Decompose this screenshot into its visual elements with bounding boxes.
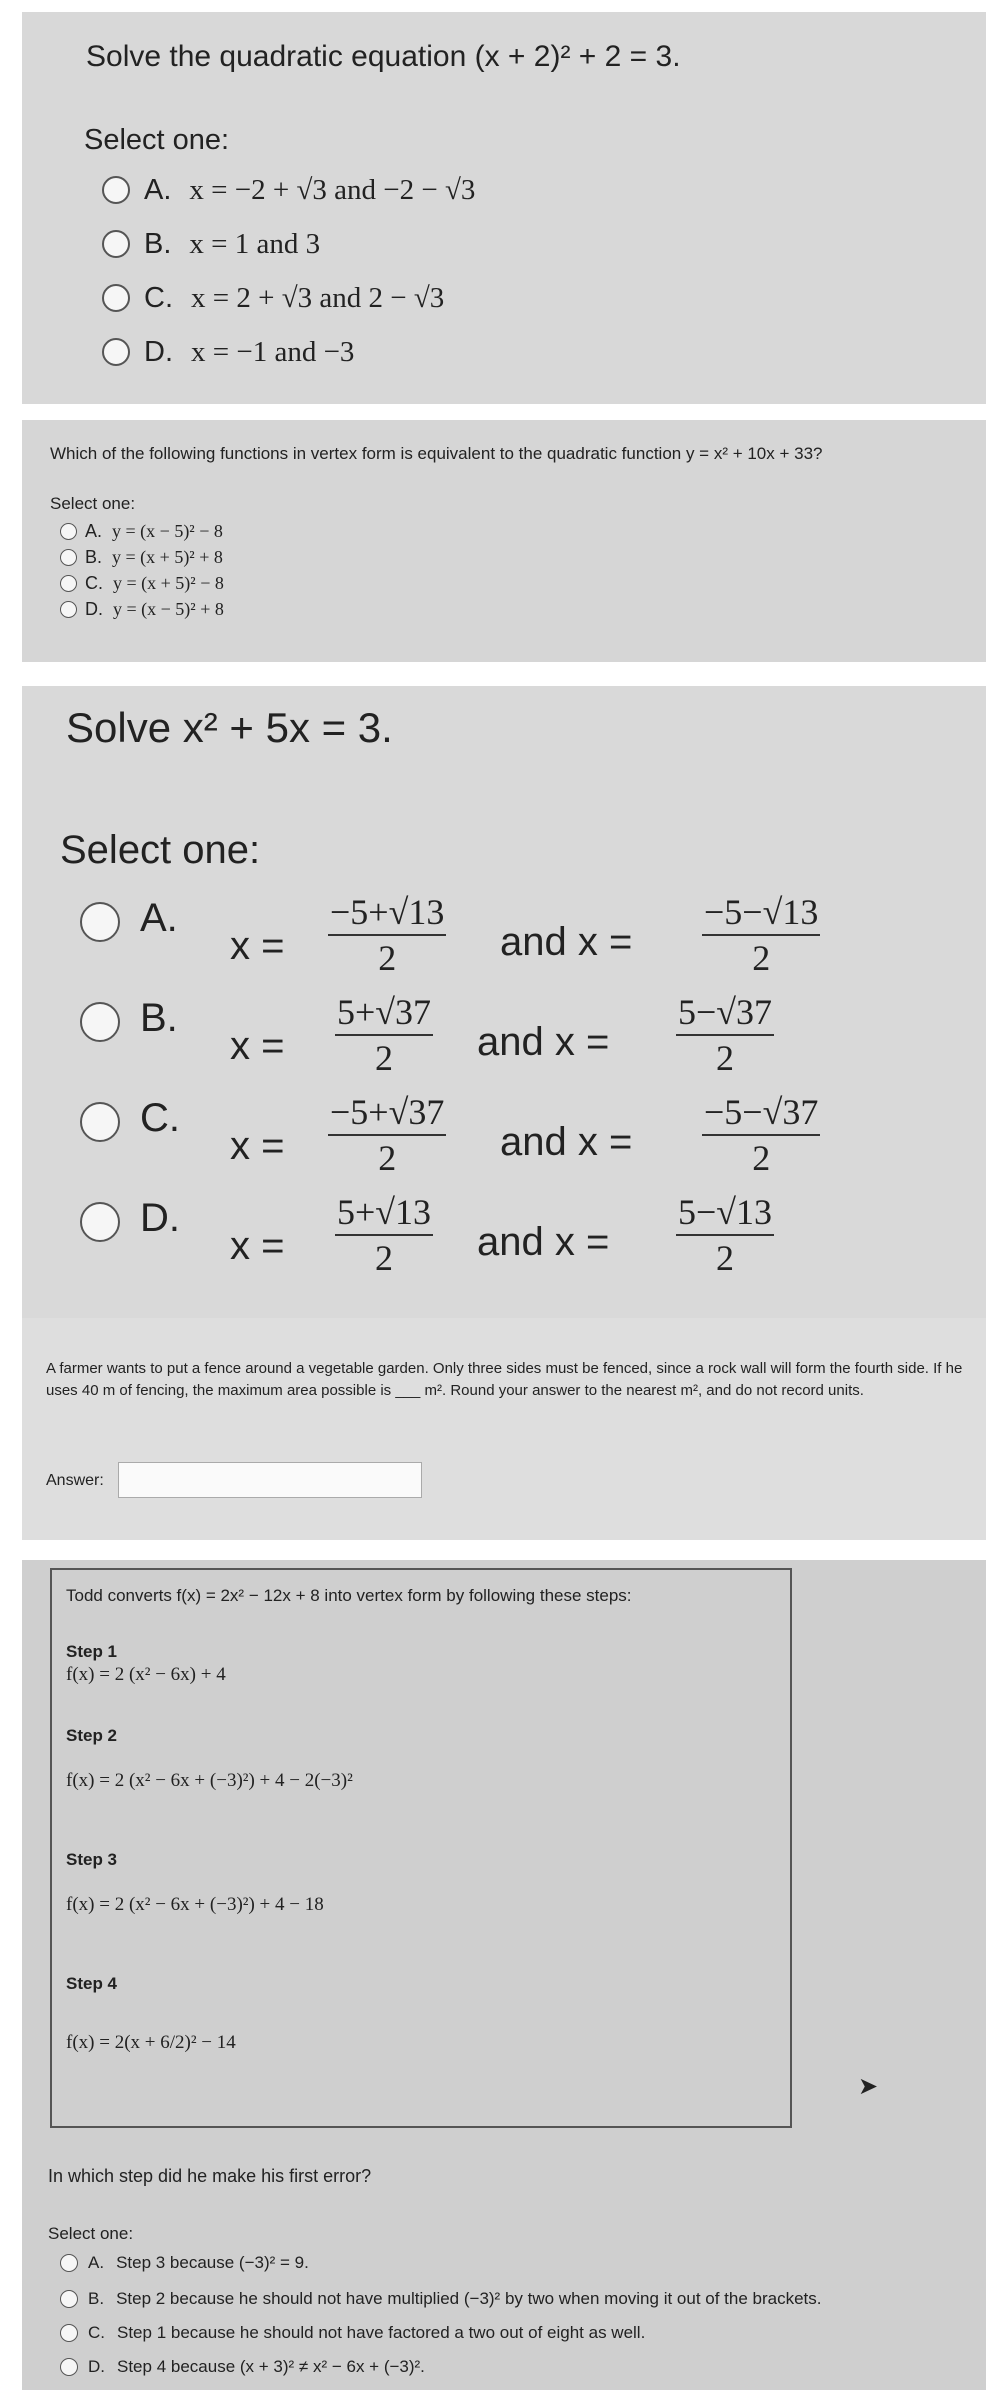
- denominator: 2: [752, 1138, 771, 1178]
- option-text: Step 4 because (x + 3)² ≠ x² − 6x + (−3)².: [117, 2357, 425, 2376]
- step-4-label: Step 4: [66, 1974, 118, 1993]
- step-1-label: Step 1: [66, 1642, 118, 1661]
- radio-button[interactable]: [102, 176, 130, 204]
- radio-button[interactable]: [60, 2290, 78, 2308]
- q3-option-b[interactable]: [80, 994, 980, 1094]
- radio-button[interactable]: [60, 601, 77, 618]
- numerator: −5+√13: [330, 892, 445, 932]
- denominator: 2: [375, 1038, 394, 1078]
- x-equals: x =: [230, 1124, 285, 1168]
- numerator: −5−√13: [704, 892, 819, 932]
- option-letter: A.: [140, 896, 178, 940]
- denominator: 2: [716, 1038, 735, 1078]
- radio-button[interactable]: [80, 1202, 120, 1242]
- question-2-panel: [22, 420, 986, 662]
- radio-button[interactable]: [60, 2324, 78, 2342]
- step-3-equation: f(x) = 2 (x² − 6x + (−3)²) + 4 − 18: [66, 1894, 324, 1915]
- step-2-label: Step 2: [66, 1726, 118, 1745]
- option-letter: A.: [144, 173, 172, 206]
- mouse-pointer-icon: ➤: [858, 2073, 879, 2100]
- option-letter: C.: [85, 572, 103, 593]
- option-letter: B.: [85, 546, 103, 567]
- numerator: 5+√13: [337, 1192, 432, 1232]
- select-one-label: Select one:: [50, 494, 136, 513]
- option-letter: D.: [88, 2357, 105, 2376]
- radio-button[interactable]: [80, 902, 120, 942]
- q5-option-a[interactable]: [60, 2250, 309, 2276]
- q2-option-a[interactable]: [60, 518, 223, 544]
- x-equals: x =: [230, 924, 285, 968]
- option-text: Step 3 because (−3)² = 9.: [116, 2253, 309, 2272]
- question-1-panel: [22, 12, 986, 404]
- step-1-equation: f(x) = 2 (x² − 6x) + 4: [66, 1664, 226, 1685]
- option-text: Step 1 because he should not have factored a two out of eight as well.: [117, 2323, 646, 2342]
- q1-option-c[interactable]: [102, 276, 444, 320]
- denominator: 2: [378, 1138, 397, 1178]
- q2-option-b[interactable]: [60, 544, 223, 570]
- option-text: y = (x + 5)² − 8: [113, 572, 224, 593]
- select-one-label: Select one:: [84, 124, 230, 156]
- radio-button[interactable]: [60, 2254, 78, 2272]
- option-letter: B.: [140, 996, 178, 1040]
- answer-label: Answer:: [46, 1472, 104, 1489]
- first-root-fraction: [328, 1094, 446, 1176]
- question-4-panel: [22, 1318, 986, 1540]
- second-root-fraction: [676, 994, 774, 1076]
- option-text: x = 2 + √3 and 2 − √3: [191, 281, 445, 314]
- question-5-text: In which step did he make his first error?: [48, 2166, 372, 2186]
- numerator: 5−√37: [678, 992, 773, 1032]
- radio-button[interactable]: [60, 2358, 78, 2376]
- numerator: −5−√37: [704, 1092, 819, 1132]
- option-text: y = (x + 5)² + 8: [112, 546, 223, 567]
- option-text: Step 2 because he should not have multiplied (−3)² by two when moving it out of the brackets.: [116, 2289, 822, 2308]
- and-x-equals: and x =: [500, 920, 633, 964]
- radio-button[interactable]: [102, 338, 130, 366]
- first-root-fraction: [335, 1194, 433, 1276]
- option-letter: A.: [88, 2253, 105, 2272]
- option-letter: C.: [144, 281, 173, 314]
- option-text: x = 1 and 3: [189, 227, 321, 260]
- option-letter: C.: [88, 2323, 105, 2342]
- q5-option-b[interactable]: [60, 2286, 822, 2312]
- q3-option-d[interactable]: [80, 1194, 980, 1294]
- second-root-fraction: [702, 894, 820, 976]
- q3-option-a[interactable]: [80, 894, 980, 994]
- question-2-text: Which of the following functions in vertex form is equivalent to the quadratic function y = x² + 10x + 33?: [50, 444, 823, 463]
- option-letter: B.: [88, 2289, 105, 2308]
- q1-option-b[interactable]: [102, 222, 320, 266]
- radio-button[interactable]: [60, 575, 77, 592]
- first-root-fraction: [328, 894, 446, 976]
- x-equals: x =: [230, 1224, 285, 1268]
- select-one-label: Select one:: [48, 2224, 134, 2243]
- radio-button[interactable]: [60, 523, 77, 540]
- radio-button[interactable]: [102, 284, 130, 312]
- radio-button[interactable]: [60, 549, 77, 566]
- option-letter: D.: [85, 598, 103, 619]
- option-letter: D.: [140, 1196, 180, 1240]
- numerator: 5−√13: [678, 1192, 773, 1232]
- question-4-text: A farmer wants to put a fence around a vegetable garden. Only three sides must be fenced, since a rock wall will form the fourth side. If he uses 40 m of fencing, the maximum area possible is ___ m². Round your answer to the nearest m², and do not record units.: [46, 1360, 963, 1399]
- denominator: 2: [378, 938, 397, 978]
- second-root-fraction: [702, 1094, 820, 1176]
- denominator: 2: [375, 1238, 394, 1278]
- option-letter: C.: [140, 1096, 180, 1140]
- q5-option-c[interactable]: [60, 2320, 645, 2346]
- question-3-panel: [22, 686, 986, 1330]
- denominator: 2: [716, 1238, 735, 1278]
- denominator: 2: [752, 938, 771, 978]
- step-4-equation: f(x) = 2(x + 6/2)² − 14: [66, 2032, 236, 2053]
- q5-option-d[interactable]: [60, 2354, 425, 2380]
- q2-option-c[interactable]: [60, 570, 224, 596]
- radio-button[interactable]: [102, 230, 130, 258]
- radio-button[interactable]: [80, 1102, 120, 1142]
- option-text: y = (x − 5)² − 8: [112, 520, 223, 541]
- and-x-equals: and x =: [477, 1220, 610, 1264]
- question-3-text: Solve x² + 5x = 3.: [66, 704, 393, 751]
- numerator: 5+√37: [337, 992, 432, 1032]
- radio-button[interactable]: [80, 1002, 120, 1042]
- answer-input[interactable]: [118, 1462, 422, 1498]
- option-text: x = −2 + √3 and −2 − √3: [189, 173, 476, 206]
- q3-option-c[interactable]: [80, 1094, 980, 1194]
- option-text: y = (x − 5)² + 8: [113, 598, 224, 619]
- step-2-equation: f(x) = 2 (x² − 6x + (−3)²) + 4 − 2(−3)²: [66, 1770, 353, 1791]
- first-root-fraction: [335, 994, 433, 1076]
- second-root-fraction: [676, 1194, 774, 1276]
- numerator: −5+√37: [330, 1092, 445, 1132]
- select-one-label: Select one:: [60, 828, 261, 872]
- question-5-intro: Todd converts f(x) = 2x² − 12x + 8 into vertex form by following these steps:: [66, 1586, 632, 1605]
- question-5-panel: [22, 1560, 986, 2390]
- option-text: x = −1 and −3: [191, 335, 355, 368]
- q1-option-d[interactable]: [102, 330, 354, 374]
- q1-option-a[interactable]: [102, 168, 475, 212]
- option-letter: D.: [144, 335, 173, 368]
- and-x-equals: and x =: [500, 1120, 633, 1164]
- step-3-label: Step 3: [66, 1850, 118, 1869]
- question-1-text: Solve the quadratic equation (x + 2)² + 2 = 3.: [86, 40, 681, 73]
- q2-option-d[interactable]: [60, 596, 224, 622]
- and-x-equals: and x =: [477, 1020, 610, 1064]
- option-letter: A.: [85, 520, 103, 541]
- x-equals: x =: [230, 1024, 285, 1068]
- option-letter: B.: [144, 227, 172, 260]
